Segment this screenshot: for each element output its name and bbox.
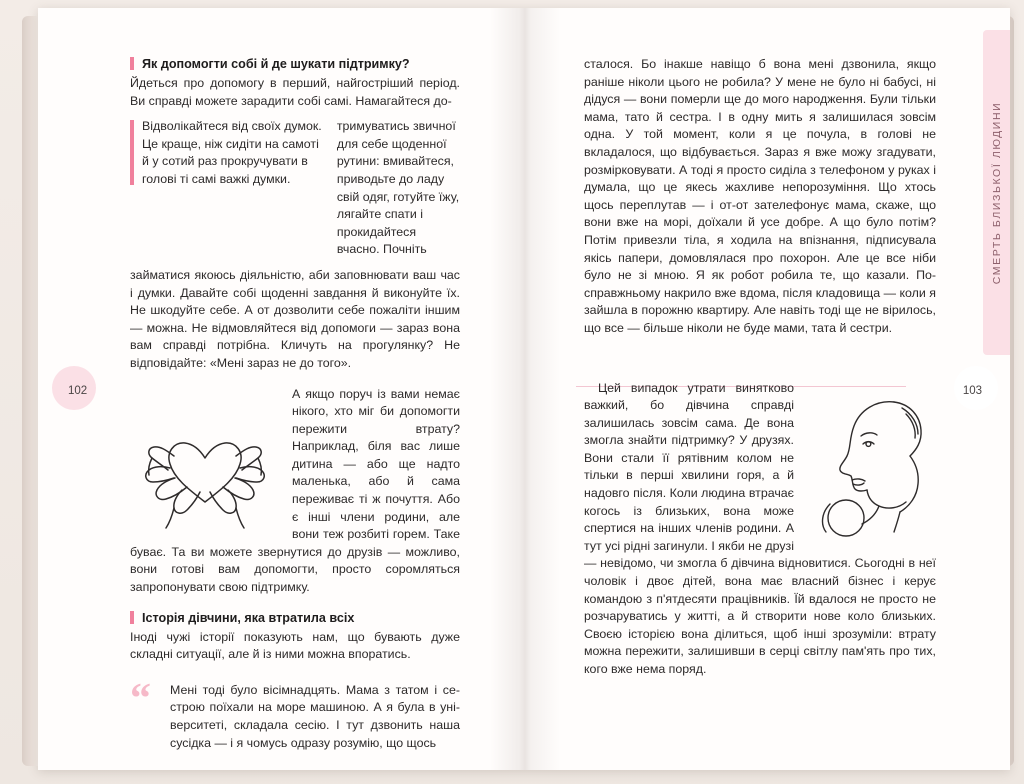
paragraph-analysis: Цей випадок утрати винятково важкий, бо дівчина справді залишилась зовсім сама. Де вона змогла знайти підтримку? У друзях. Вони стали її рятівним колом не тільки в перші хвилини горя, а й надовго після. Коли людина втрачає когось із близьких, вона може спертися на інших членів родини. А тут усі рідні загинули. І якби не друзі — невідомо, чи змогла б дівчина відновитися. Сьогодні в неї чоловік і двоє дітей, вона має власний бізнес і керує командою з п'ятдесяти працівників. Їй вдалося не просто не розчаруватись у житті, а й створити нове коло близьких. Своєю історією вона ділиться, щоб інші зрозуміли: втрату можна пережити, залишивши в серці світлу пам'ять про тих, кого вже нема поряд. xyxy=(584,380,936,676)
quote-mark-icon: “ xyxy=(130,675,149,722)
page-number-right: 103 xyxy=(962,385,982,397)
open-book xyxy=(38,8,1010,770)
right-page xyxy=(524,8,1010,770)
heading-how-to-help-yourself: Як допомогти собі й де шукати підтримку? xyxy=(130,56,460,72)
paragraph-story-continued: сталося. Бо інакше навіщо б вона мені дзвонила, якщо раніше ніколи цього не робила? У мене не було ні бабусі, ні дідуся — вони померли ще до мого народження. Були тільки мама, тато й сестра. І в одну мить я залишилася зовсім одна. У той момент, коли я це почула, в голові не вкладалося, що відбувається. Зараз я вже можу згадувати, розмірковувати. А тоді я просто сиділа з телефоном у руках і думала, що це якесь жахливе непорозуміння. Що хтось щось переплутав — і от-от зателефонує мама, скаже, що вони вже на морі, доїхали й усе добре. А що було потім? Потім привезли тіла, я ходила на впізнання, підписувала якісь папери, домовлялася про похорон. Але це все ніби було не зі мною. Я як робот робила те, що казали. По-справжньому накрило вже вдома, після кладовища — коли я зайшла в порожню квартиру. Але навіть тоді ще не вірилось, що все — більше ніколи не буде мами, тата й сестри. xyxy=(584,57,936,335)
heading-girl-story: Історія дівчини, яка втратила всіх xyxy=(130,610,460,626)
right-page-content xyxy=(584,56,936,679)
illustration-paragraph-row xyxy=(130,386,460,597)
callout-row xyxy=(130,118,460,259)
left-page-content xyxy=(130,56,460,752)
paragraph-intro: Йдеться про допомогу в перший, найгостріший період. Ви справді можете зарадити собі самі. Намагайтеся до- xyxy=(130,76,460,108)
page-number-left: 102 xyxy=(68,385,88,397)
paragraph-routine: тримуватись звичної для себе щоденної рутини: вмивайтеся, приводьте до ладу свій одяг, готуйте їжу, лягайте спати і прокидайтеся вчасно. Почніть xyxy=(336,119,460,257)
quote-block xyxy=(130,675,460,752)
paragraph-daily-tasks: займатися якоюсь діяльністю, аби заповнювати ваш час і думки. Давайте собі щоденні завдання й виконуйте їх. Не шкодуйте себе. А от дозволити себе пожаліти іншим — можна. Не відмовляйтеся від допомоги — зараз вона вам справді потрібна. Кличуть на прогулянку? Не відповідайте: «Мені зараз не до того». xyxy=(130,267,460,370)
closing-paragraph-row xyxy=(584,380,936,679)
running-head-label: СМЕРТЬ БЛИЗЬКОЇ ЛЮДИНИ xyxy=(990,101,1003,284)
callout-distract-yourself: Відволікайтеся від своїх думок. Це краще, ніж сидіти на самоті й у сотий раз прокручувати в голові ті самі важкі думки. xyxy=(130,118,323,188)
running-head-tab xyxy=(983,30,1010,355)
woman-profile-icon xyxy=(806,384,936,544)
paragraph-other-stories: Іноді чужі історії показують нам, що бувають дуже складні ситуації, але й із ними можна впоратись. xyxy=(130,629,460,662)
hands-heart-icon xyxy=(130,390,280,540)
left-page xyxy=(38,8,524,770)
quote-text: Мені тоді було вісімнадцять. Мама з татом і сестрою поїхали на море машиною. А я була в університеті, складала сесію. І тут дзвонить наша сусідка — і я чомусь одразу розумію, що щось xyxy=(170,682,460,750)
paragraph-friends-support: А якщо поруч із вами немає нікого, хто міг би допомогти пережити втрату? Наприклад, біля вас лише дитина — або ще надто маленька, або й сама переживає ті ж почуття. Або є інші члени родини, але вони теж розбиті горем. Таке буває. Та ви можете звернутися до друзів — можливо, вони готові вам допомогти, просто соромляться запропонувати свою підтримку. xyxy=(130,386,460,595)
